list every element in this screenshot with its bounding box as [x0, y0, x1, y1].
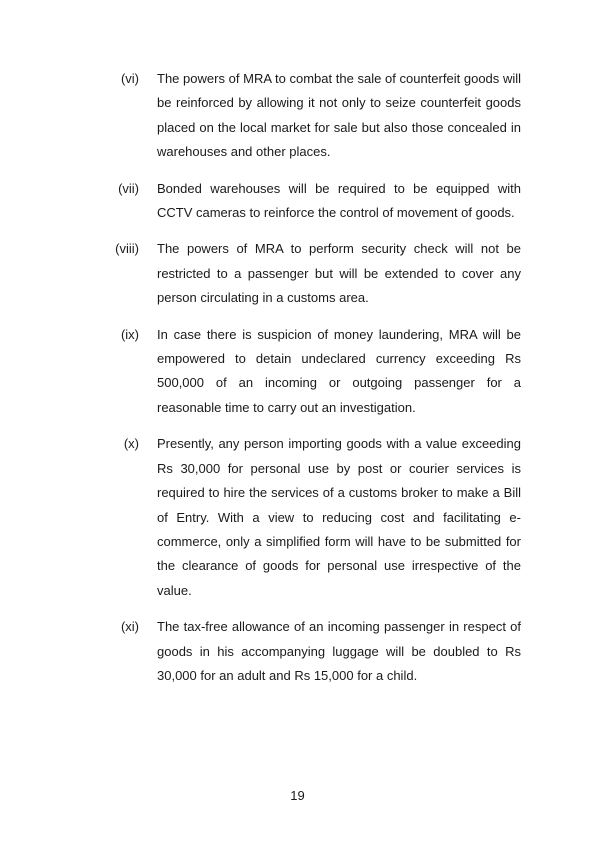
item-text: The tax-free allowance of an incoming passenger in respect of goods in his accompanying luggage will be doubled to Rs 30,000 for an adult and Rs 15,000 for a child. — [157, 619, 521, 683]
item-text: The powers of MRA to perform security check will not be restricted to a passenger but will be extended to cover any person circulating in a customs area. — [157, 241, 521, 306]
page-number: 19 — [290, 788, 305, 803]
item-number: (vi) — [120, 71, 139, 86]
list-item — [0, 432, 595, 603]
item-number: (x) — [123, 436, 139, 452]
item-text: The powers of MRA to combat the sale of counterfeit goods will be reinforced by allowing it not only to seize counterfeit goods placed on the local market for sale but also those concealed in warehouses and other places. — [157, 71, 521, 160]
item-text: Presently, any person importing goods with a value exceeding Rs 30,000 for personal use by post or courier services is required to hire the services of a customs broker to make a Bill of Entry. With a view to reducing cost and facilitating e-commerce, only a simplified form will have to be submitted for the clearance of goods for personal use irrespective of the value. — [157, 436, 521, 598]
list-item — [0, 237, 595, 310]
list-item — [0, 323, 595, 421]
item-number: (viii) — [115, 241, 139, 257]
list-item — [0, 67, 595, 165]
item-number: (ix) — [120, 326, 139, 342]
item-text: In case there is suspicion of money laundering, MRA will be empowered to detain undeclared currency exceeding Rs 500,000 of an incoming or outgoing passenger for a reasonable time to carry out an investigation. — [157, 326, 521, 415]
item-text: Bonded warehouses will be required to be equipped with CCTV cameras to reinforce the control of movement of goods. — [157, 180, 521, 221]
item-number: (xi) — [120, 619, 139, 635]
item-number: (vii) — [118, 180, 139, 196]
list-item — [0, 177, 595, 226]
list-item — [0, 615, 595, 688]
measures-list — [0, 67, 595, 700]
